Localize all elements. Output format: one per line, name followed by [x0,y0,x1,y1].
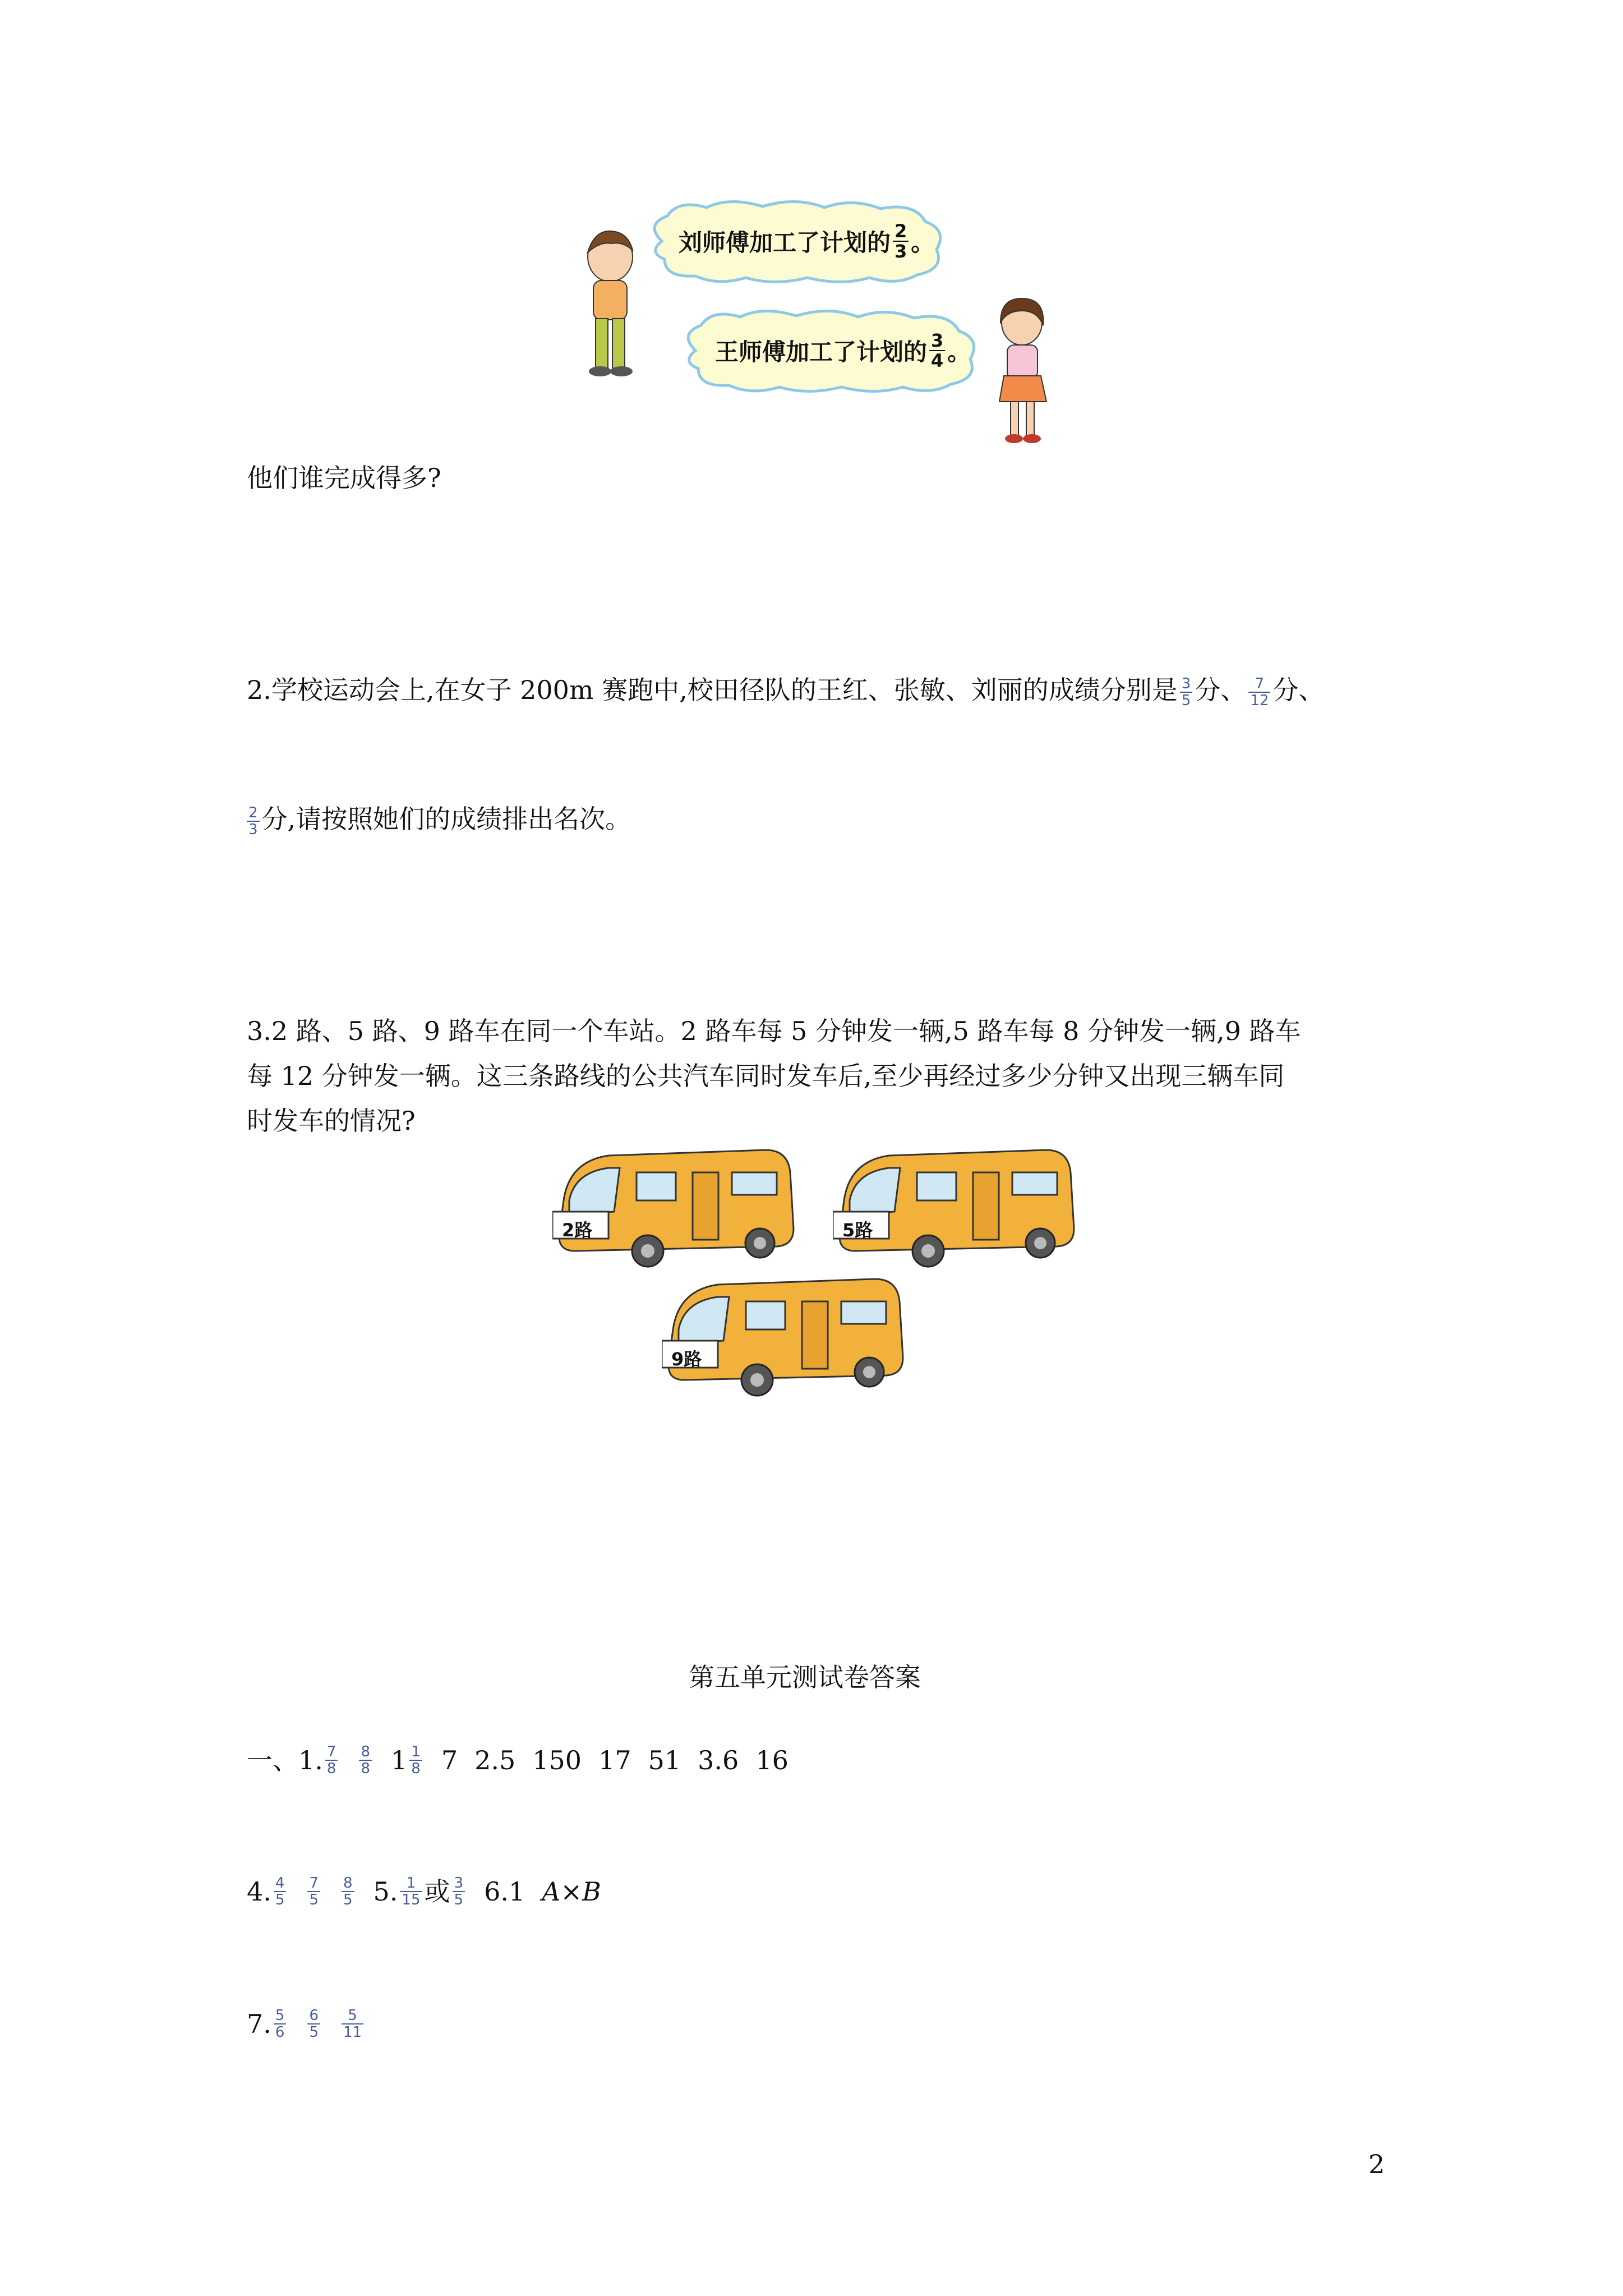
answer-7-group [247,2007,288,2041]
fraction [342,1875,354,1908]
answer-value: 7 [441,1745,458,1775]
fraction-denominator: 5 [453,1891,465,1908]
question-2-line-2 [247,802,631,838]
answer-value: 17 [598,1745,631,1775]
fraction-numerator: 2 [248,804,258,821]
answer-6-expression: A×B [542,1876,601,1907]
fraction-denominator: 5 [307,1891,320,1908]
fraction-numerator: 7 [326,1743,336,1760]
answer-7-prefix: 7. [247,2009,271,2039]
answer-value: 51 [648,1745,681,1775]
fraction-denominator: 5 [342,1891,354,1908]
fraction-numerator: 3 [454,1875,464,1892]
girl-bubble-label: 王师傅加工了计划的 [715,338,928,366]
mixed-number [391,1743,425,1777]
fraction [1248,676,1270,708]
question-3-line-2: 每 12 分钟发一辆。这三条路线的公共汽车同时发车后,至少再经过多少分钟又出现三辆车同 [247,1061,1285,1091]
fraction-numerator: 8 [343,1875,353,1892]
boy-bubble-period: 。 [911,229,935,256]
girl-bubble-fraction [929,331,945,370]
fraction-denominator: 11 [342,2023,363,2040]
answer-row-1 [247,1743,789,1777]
answer-value: 3.6 [698,1745,739,1775]
fraction-numerator: 3 [931,330,944,351]
answer-1-group [247,1743,340,1777]
answer-row-3 [247,2007,366,2041]
bus-5-illustration [833,1139,1080,1268]
fraction [307,2008,320,2040]
fraction [453,1875,465,1908]
fraction-numerator: 1 [406,1875,416,1892]
page-number: 2 [1368,2149,1385,2179]
fraction-denominator: 8 [359,1760,372,1777]
question-2-suffix: 分,请按照她们的成绩排出名次。 [261,804,631,834]
mixed-whole: 1 [390,1745,408,1775]
fraction-denominator: 4 [929,350,945,370]
question-2-prefix: 2.学校运动会上,在女子 200m 赛跑中,校田径队的王红、张敏、刘丽的成绩分别是 [247,675,1178,705]
bus-5-label: 5路 [842,1220,873,1241]
girl-illustration [987,292,1066,449]
fraction-denominator: 8 [325,1760,338,1777]
answer-6-value: 6.1 [484,1876,525,1907]
fraction-denominator: 6 [274,2023,287,2040]
answer-5-prefix: 5. [373,1876,398,1907]
fraction-denominator: 3 [247,821,260,838]
fraction-denominator: 5 [307,2023,320,2040]
boy-illustration [572,224,645,381]
fraction-numerator: 4 [275,1875,285,1892]
fraction [400,1875,422,1908]
answer-1-prefix: 一、1. [247,1745,323,1775]
answers-title: 第五单元测试卷答案 [689,1662,921,1692]
fraction-denominator: 5 [274,1891,287,1908]
fraction-numerator: 8 [361,1743,370,1760]
fraction-numerator: 5 [348,2007,357,2024]
answer-value: 2.5 [474,1745,516,1775]
fraction [342,2008,363,2040]
boy-bubble-text [679,222,934,261]
fraction [274,2008,287,2040]
separator: 分、 [1195,675,1247,705]
or-word: 或 [424,1876,450,1907]
fraction-denominator: 5 [1180,692,1193,708]
question-1: 他们谁完成得多? [247,463,441,493]
answer-4-prefix: 4. [247,1876,271,1907]
fraction-numerator: 7 [1255,675,1265,692]
separator: 分、 [1272,675,1325,705]
girl-bubble-period: 。 [947,338,971,366]
fraction [1180,676,1193,708]
question-3-line-1: 3.2 路、5 路、9 路车在同一个车站。2 路车每 5 分钟发一辆,5 路车每 8 分钟发一辆,9 路车 [247,1016,1301,1046]
fraction [325,1744,338,1777]
boy-bubble-label: 刘师傅加工了计划的 [679,229,891,256]
fraction-denominator: 8 [409,1760,422,1777]
fraction-denominator: 12 [1248,692,1270,708]
question-3-line-3: 时发车的情况? [247,1106,416,1136]
fraction-numerator: 5 [275,2007,285,2024]
fraction [274,1875,287,1908]
bus-9-label: 9路 [671,1349,702,1370]
bus-2-label: 2路 [562,1220,593,1241]
fraction [359,1744,372,1777]
fraction-numerator: 1 [411,1743,421,1760]
bus-2-illustration [552,1139,799,1268]
fraction [247,805,260,838]
fraction-denominator: 15 [400,1891,422,1908]
fraction [307,1875,320,1908]
question-2-line-1 [247,673,1324,708]
fraction-numerator: 3 [1181,675,1191,692]
girl-bubble-text [715,331,971,370]
boy-bubble-fraction [893,222,909,261]
fraction [409,1744,422,1777]
answer-value: 16 [755,1745,789,1775]
bus-9-illustration [662,1268,909,1397]
fraction-numerator: 6 [309,2007,319,2024]
fraction-numerator: 7 [309,1875,319,1892]
answer-row-2 [247,1875,601,1908]
answer-5-group [374,1875,468,1908]
fraction-numerator: 2 [895,220,907,242]
answer-4-group [247,1875,288,1908]
answer-value: 150 [532,1745,582,1775]
fraction-denominator: 3 [893,241,909,261]
